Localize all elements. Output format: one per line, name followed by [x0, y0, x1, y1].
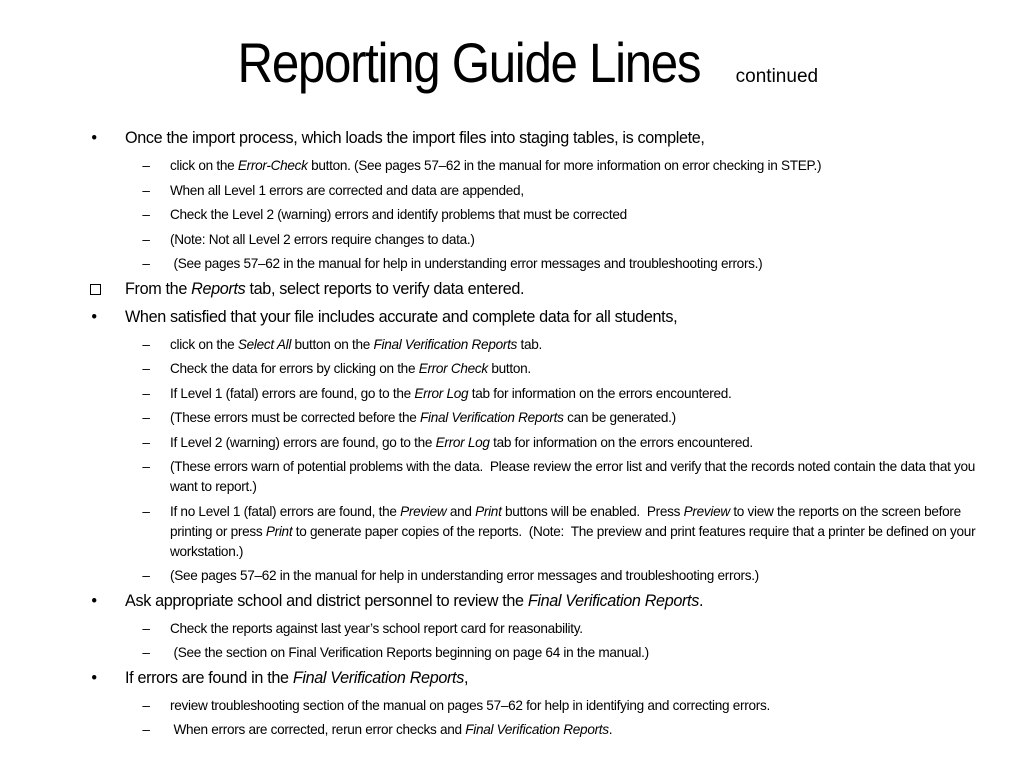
sub-item-level2-check — [0, 205, 1024, 225]
item-text: If no Level 1 (fatal) errors are found, the — [170, 503, 401, 519]
item-text: click on the — [170, 158, 238, 173]
item-text: Once the import process, which loads the import files into staging tables, is complete, — [125, 129, 705, 147]
item-italic: Error-Check — [237, 158, 308, 173]
item-text: . — [698, 591, 704, 610]
item-italic: Final Verification Reports — [420, 410, 564, 425]
item-text: From the — [125, 279, 192, 298]
sub-item-see-pages — [0, 254, 1024, 274]
item-italic: Print — [265, 523, 293, 539]
item-italic: Error Log — [435, 434, 490, 450]
item-text: Check the reports against last year’s school report card for reasonability. — [170, 620, 583, 636]
bullet-marker: • — [91, 591, 97, 610]
bullet-item-import — [0, 128, 1024, 148]
dash-marker: – — [142, 568, 150, 583]
item-text: button on the — [291, 336, 374, 352]
sub-item-report-card — [0, 619, 1024, 639]
item-italic: Error Check — [418, 361, 488, 376]
sub-item-warn-potential — [0, 457, 1024, 497]
item-text: review troubleshooting section of the manual on pages 57–62 for help in identifying and correcting errors. — [170, 697, 770, 713]
item-text: Check the data for errors by clicking on the — [170, 361, 419, 376]
bullet-marker: • — [91, 129, 97, 147]
sub-item-level1-error-log — [0, 384, 1024, 404]
item-text: If errors are found in the — [125, 668, 293, 687]
item-italic: Reports — [191, 279, 246, 298]
item-text: button. — [487, 361, 531, 376]
item-text: When all Level 1 errors are corrected and data are appended, — [170, 182, 524, 198]
item-text: (See pages 57–62 in the manual for help in understanding error messages and troubleshooting errors.) — [170, 568, 759, 583]
sub-item-see-section — [0, 643, 1024, 663]
sub-item-see-pages-2 — [0, 566, 1024, 586]
item-text: (See the section on Final Verification Reports beginning on page 64 in the manual.) — [170, 645, 649, 660]
item-text: . — [608, 722, 613, 737]
dash-marker: – — [142, 231, 150, 247]
item-text: click on the — [170, 336, 238, 352]
item-text: to view the reports on the screen before printing or press — [170, 503, 961, 539]
sub-item-troubleshooting — [0, 696, 1024, 716]
bullet-item-errors-found — [0, 668, 1024, 688]
item-text: (Note: Not all Level 2 errors require changes to data.) — [170, 231, 475, 247]
item-italic: Preview — [683, 503, 730, 519]
item-text: can be generated.) — [563, 410, 676, 425]
item-italic: Error Log — [414, 385, 469, 401]
dash-marker: – — [142, 722, 150, 737]
item-text: button. (See pages 57–62 in the manual for more information on error checking in STEP.) — [307, 158, 822, 173]
dash-marker: – — [142, 645, 150, 660]
item-text: tab for information on the errors encountered. — [489, 434, 753, 450]
sub-item-level1-corrected — [0, 181, 1024, 201]
item-text: When satisfied that your file includes accurate and complete data for all students, — [125, 307, 678, 326]
sub-item-error-check — [0, 156, 1024, 176]
checkbox-square-icon — [90, 284, 101, 295]
dash-marker: – — [142, 207, 150, 222]
item-text: Ask appropriate school and district personnel to review the — [125, 591, 528, 610]
item-italic: Select All — [237, 336, 292, 352]
dash-marker: – — [142, 158, 150, 173]
item-italic: Final Verification Reports — [373, 336, 518, 352]
item-text: (These errors warn of potential problems with the data. Please review the error list and verify that the records noted contain the data that you want to report.) — [170, 459, 979, 494]
sub-item-must-correct — [0, 408, 1024, 428]
item-text: tab. — [517, 336, 542, 352]
dash-marker: – — [142, 434, 150, 450]
item-text: and — [446, 503, 476, 519]
item-italic: Preview — [400, 503, 447, 519]
sub-item-select-all — [0, 335, 1024, 355]
item-italic: Final Verification Reports — [465, 722, 609, 737]
dash-marker: – — [142, 182, 150, 198]
bullet-item-satisfied — [0, 307, 1024, 327]
item-text: (These errors must be corrected before the — [170, 410, 421, 425]
slide-body — [0, 128, 1024, 745]
title-main: Reporting Guide Lines — [237, 31, 701, 94]
dash-marker: – — [142, 410, 150, 425]
checkbox-item-reports-tab — [0, 279, 1024, 299]
bullet-item-ask-personnel — [0, 591, 1024, 611]
item-text: When errors are corrected, rerun error checks and — [170, 722, 466, 737]
slide-title — [0, 30, 1024, 95]
dash-marker: – — [142, 385, 150, 401]
dash-marker: – — [142, 256, 150, 271]
item-italic: Final Verification Reports — [527, 591, 699, 610]
sub-item-level2-error-log — [0, 433, 1024, 453]
item-text: tab, select reports to verify data entered. — [245, 279, 525, 298]
dash-marker: – — [142, 620, 150, 636]
dash-marker: – — [142, 459, 150, 474]
sub-item-error-check-button — [0, 359, 1024, 379]
bullet-marker: • — [91, 307, 97, 326]
sub-item-level2-note — [0, 230, 1024, 250]
dash-marker: – — [142, 336, 150, 352]
item-text: If Level 1 (fatal) errors are found, go to the — [170, 385, 415, 401]
item-text: buttons will be enabled. Press — [501, 503, 684, 519]
item-text: Check the Level 2 (warning) errors and identify problems that must be corrected — [170, 207, 627, 222]
item-text: to generate paper copies of the reports. (Note: The preview and print features require that a printer be defined on your workstation.) — [170, 523, 979, 559]
item-text: (See pages 57–62 in the manual for help in understanding error messages and troubleshooting errors.) — [170, 256, 763, 271]
item-text: tab for information on the errors encountered. — [468, 385, 732, 401]
sub-item-rerun — [0, 720, 1024, 740]
sub-item-preview-print — [0, 502, 1024, 562]
dash-marker: – — [142, 361, 150, 376]
item-italic: Final Verification Reports — [292, 668, 464, 687]
dash-marker: – — [142, 503, 150, 519]
bullet-marker: • — [91, 668, 97, 687]
dash-marker: – — [142, 697, 150, 713]
title-continued: continued — [735, 66, 819, 87]
item-italic: Print — [475, 503, 502, 519]
item-text: If Level 2 (warning) errors are found, go to the — [170, 434, 436, 450]
item-text: , — [463, 668, 469, 687]
